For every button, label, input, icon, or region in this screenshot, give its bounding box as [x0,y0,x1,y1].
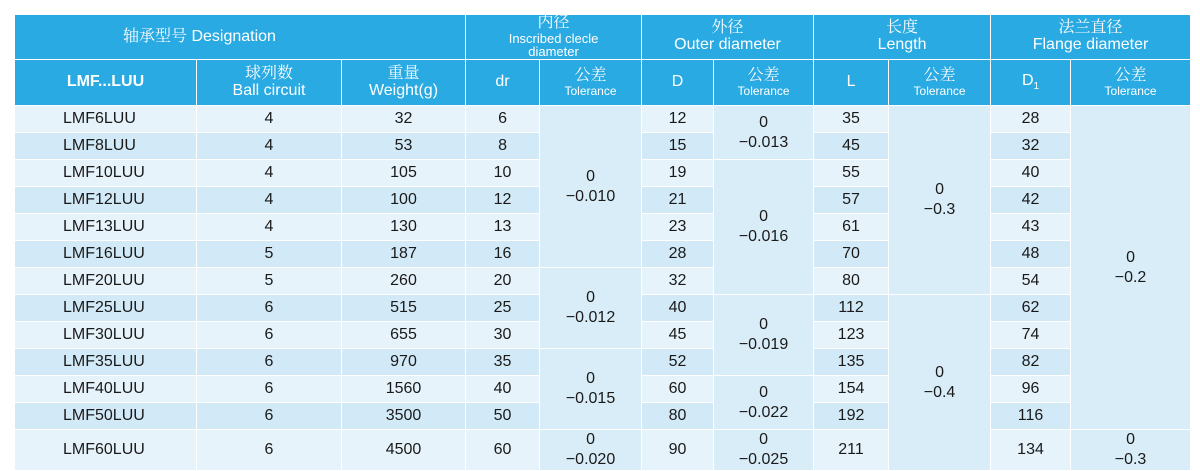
tol-cn: 公差 [923,66,956,84]
tolerance-upper: 0 [586,370,595,388]
D1-cell: 28 [991,106,1071,133]
dr-cell: 60 [466,430,540,471]
flange-diameter-header [991,15,1191,60]
ball-cn: 球列数 [244,64,293,82]
tolerance-lower: −0.025 [738,451,789,469]
D-cell: 52 [642,349,714,376]
tolerance-lower: −0.2 [1114,268,1147,286]
weight-cell: 3500 [342,403,466,430]
length-header [814,15,991,60]
L-cell: 123 [814,322,889,349]
model-cell: LMF40LUU [15,376,197,403]
weight-cell: 515 [342,295,466,322]
D1-cell: 74 [991,322,1071,349]
weight-cell: 655 [342,322,466,349]
weight-cell: 970 [342,349,466,376]
D1-cell: 48 [991,241,1071,268]
model-cell: LMF20LUU [15,268,197,295]
tolerance-upper: 0 [759,208,768,226]
L-header: L [814,60,889,106]
dr-tolerance-cell [540,268,642,349]
inner-en-2: diameter [528,44,579,60]
spec-body [15,106,1191,471]
dr-cell: 8 [466,133,540,160]
table-row [15,106,1191,133]
inner-en-1: Inscribed clecle [508,30,599,46]
dr-tolerance-header [540,60,642,106]
L-cell: 57 [814,187,889,214]
L-cell: 55 [814,160,889,187]
D-cell: 23 [642,214,714,241]
L-tolerance-header [889,60,991,106]
tolerance-upper: 0 [1126,248,1135,266]
D1-cell: 43 [991,214,1071,241]
inner-cn: 内径 [537,14,570,31]
D-tolerance-cell [714,160,814,295]
dr-cell: 50 [466,403,540,430]
dr-cell: 35 [466,349,540,376]
length-cn: 长度 [886,19,919,37]
outer-diameter-header [642,15,814,60]
tolerance-lower: −0.012 [565,309,616,327]
balls-cell: 4 [197,133,342,160]
D1-cell: 96 [991,376,1071,403]
dr-cell: 10 [466,160,540,187]
balls-cell: 4 [197,214,342,241]
tolerance-lower: −0.3 [923,201,956,219]
tolerance-lower: −0.4 [923,383,956,401]
tolerance-lower: −0.016 [738,228,789,246]
D1-header [991,60,1071,106]
tolerance-upper: 0 [586,167,595,185]
ball-circuit-header [197,60,342,106]
L-cell: 35 [814,106,889,133]
dr-cell: 20 [466,268,540,295]
model-header: LMF...LUU [15,60,197,106]
table-row [15,349,1191,376]
model-cell: LMF30LUU [15,322,197,349]
balls-cell: 5 [197,241,342,268]
tol-en: Tolerance [1104,83,1157,98]
D-cell: 19 [642,160,714,187]
model-cell: LMF60LUU [15,430,197,471]
dr-cell: 40 [466,376,540,403]
dr-cell: 6 [466,106,540,133]
D-cell: 12 [642,106,714,133]
D1-cell: 82 [991,349,1071,376]
balls-cell: 4 [197,106,342,133]
D1-tolerance-cell [1071,430,1191,471]
tolerance-lower: −0.010 [565,187,616,205]
tolerance-upper: 0 [759,316,768,334]
D-cell: 28 [642,241,714,268]
balls-cell: 5 [197,268,342,295]
L-cell: 211 [814,430,889,471]
outer-en: Outer diameter [674,36,781,54]
D-cell: 15 [642,133,714,160]
weight-cell: 260 [342,268,466,295]
D-cell: 21 [642,187,714,214]
D-cell: 60 [642,376,714,403]
model-cell: LMF25LUU [15,295,197,322]
tolerance-upper: 0 [935,363,944,381]
flange-cn: 法兰直径 [1058,19,1123,37]
flange-en: Flange diameter [1032,36,1149,54]
L-cell: 135 [814,349,889,376]
tolerance-lower: −0.020 [565,451,616,469]
balls-cell: 4 [197,160,342,187]
dr-tolerance-cell [540,430,642,471]
header-column-row [15,60,1191,106]
balls-cell: 6 [197,430,342,471]
D1-cell: 54 [991,268,1071,295]
L-tolerance-cell [889,295,991,471]
D1-cell: 62 [991,295,1071,322]
tol-en: Tolerance [564,83,617,98]
D-cell: 45 [642,322,714,349]
D1-main: D [1021,71,1034,89]
L-cell: 112 [814,295,889,322]
D-cell: 40 [642,295,714,322]
ball-en: Ball circuit [232,81,306,99]
L-cell: 70 [814,241,889,268]
inner-diameter-header [466,15,642,60]
D-cell: 32 [642,268,714,295]
outer-cn: 外径 [711,19,744,37]
tolerance-upper: 0 [1126,431,1135,449]
tolerance-upper: 0 [935,181,944,199]
L-cell: 80 [814,268,889,295]
dr-cell: 30 [466,322,540,349]
L-cell: 45 [814,133,889,160]
balls-cell: 4 [197,187,342,214]
D-cell: 90 [642,430,714,471]
dr-cell: 12 [466,187,540,214]
L-cell: 192 [814,403,889,430]
tolerance-upper: 0 [759,431,768,449]
balls-cell: 6 [197,403,342,430]
weight-cell: 187 [342,241,466,268]
D-header: D [642,60,714,106]
weight-cell: 32 [342,106,466,133]
tolerance-upper: 0 [586,431,595,449]
D1-tolerance-header [1071,60,1191,106]
weight-cell: 105 [342,160,466,187]
designation-header: 轴承型号 Designation [15,15,466,60]
L-cell: 154 [814,376,889,403]
balls-cell: 6 [197,295,342,322]
dr-tolerance-cell [540,106,642,268]
table-row [15,268,1191,295]
table-row [15,430,1191,471]
model-cell: LMF13LUU [15,214,197,241]
weight-cn: 重量 [387,64,420,82]
dr-cell: 25 [466,295,540,322]
D-tolerance-cell [714,376,814,430]
weight-cell: 4500 [342,430,466,471]
D1-cell: 40 [991,160,1071,187]
dr-tolerance-cell [540,349,642,430]
weight-cell: 53 [342,133,466,160]
D-tolerance-cell [714,295,814,376]
D1-cell: 32 [991,133,1071,160]
tolerance-lower: −0.3 [1114,451,1147,469]
D1-cell: 116 [991,403,1071,430]
D1-sub: 1 [1033,80,1040,92]
dr-cell: 13 [466,214,540,241]
dr-cell: 16 [466,241,540,268]
tol-cn: 公差 [1114,66,1147,84]
D-tolerance-cell [714,430,814,471]
tol-en: Tolerance [913,83,966,98]
spec-table [14,14,1191,471]
dr-header: dr [466,60,540,106]
model-cell: LMF10LUU [15,160,197,187]
balls-cell: 6 [197,349,342,376]
balls-cell: 6 [197,322,342,349]
tolerance-lower: −0.015 [565,390,616,408]
tolerance-upper: 0 [586,289,595,307]
tol-cn: 公差 [574,66,607,84]
tol-cn: 公差 [747,66,780,84]
model-cell: LMF50LUU [15,403,197,430]
L-tolerance-cell [889,106,991,295]
D-tolerance-header [714,60,814,106]
tolerance-lower: −0.022 [738,403,789,421]
tol-en: Tolerance [737,83,790,98]
D1-cell: 134 [991,430,1071,471]
D1-tolerance-cell [1071,106,1191,430]
model-cell: LMF12LUU [15,187,197,214]
model-cell: LMF6LUU [15,106,197,133]
weight-cell: 130 [342,214,466,241]
weight-cell: 1560 [342,376,466,403]
length-en: Length [877,36,927,54]
model-cell: LMF16LUU [15,241,197,268]
L-cell: 61 [814,214,889,241]
tolerance-lower: −0.013 [738,133,789,151]
D1-cell: 42 [991,187,1071,214]
weight-cell: 100 [342,187,466,214]
model-cell: LMF8LUU [15,133,197,160]
D-tolerance-cell [714,106,814,160]
weight-en: Weight(g) [368,81,439,99]
model-cell: LMF35LUU [15,349,197,376]
header-group-row [15,15,1191,60]
weight-header [342,60,466,106]
tolerance-upper: 0 [759,113,768,131]
tolerance-lower: −0.019 [738,336,789,354]
balls-cell: 6 [197,376,342,403]
tolerance-upper: 0 [759,383,768,401]
D-cell: 80 [642,403,714,430]
